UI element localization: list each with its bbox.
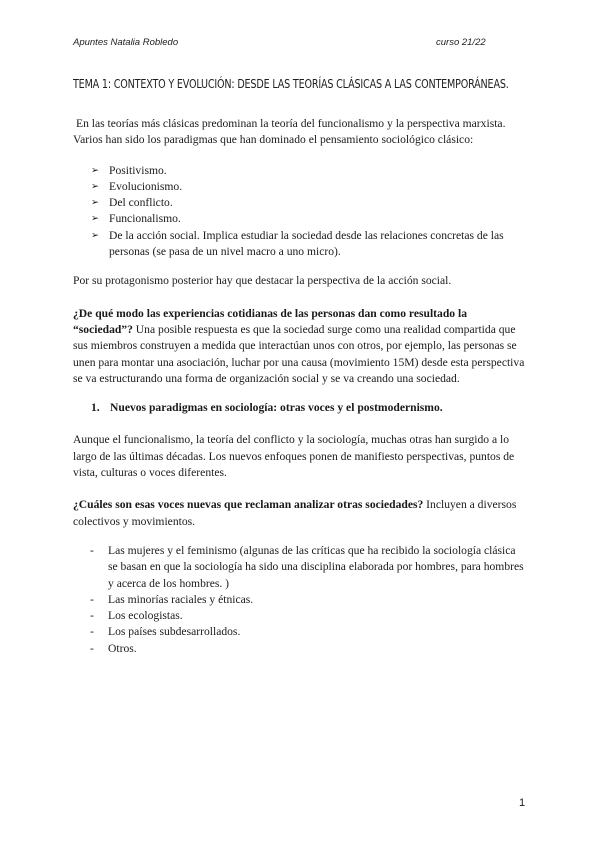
dash-bullet: - [90,592,94,606]
question-2-bold: ¿Cuáles son esas voces nuevas que reclaman analizar otras sociedades? [73,498,424,512]
arrow-bullet-icon: ➢ [91,180,99,192]
header-author: Apuntes Natalia Robledo [73,37,179,48]
list-item: - Otros. [90,641,528,657]
list-item: ➢ Evolucionismo. [91,179,528,195]
list-item: - Las minorías raciales y étnicas. [90,592,528,608]
section-heading [73,400,528,416]
question-1-bold: ¿De qué modo las experiencias cotidianas de las personas dan como resultado la “sociedad”? [73,306,467,336]
list-item: ➢ Positivismo. [91,163,528,179]
section-paragraph: Aunque el funcionalismo, la teoría del conflicto y la sociología, muchas otras han surgido a lo largo de las últimas décadas. Los nuevos enfoques ponen de manifiesto perspectivas, puntos de vista, culturas o voces diferentes. [73,433,515,480]
question-paragraph-2 [73,497,528,530]
page-title: TEMA 1: CONTEXTO Y EVOLUCIÓN: DESDE LAS TEORÍAS CLÁSICAS A LAS CONTEMPORÁNEAS. [73,76,509,91]
arrow-bullet-icon: ➢ [91,197,99,209]
list-item: - Los países subdesarrollados. [90,624,528,640]
protagonism-paragraph: Por su protagonismo posterior hay que destacar la perspectiva de la acción social. [73,274,452,288]
paradigms-list [91,163,528,261]
page-number: 1 [519,797,526,809]
dash-bullet: - [90,609,94,623]
list-item: ➢ De la acción social. Implica estudiar la sociedad desde las relaciones concretas de las personas (se pasa de un nivel macro a uno micro). [91,228,504,259]
list-item: - Los ecologistas. [90,608,528,624]
list-item: ➢ Del conflicto. [91,195,528,211]
question-1-text: Una posible respuesta es que la sociedad surge como una realidad compartida que sus miembros construyen a medida que interactúan unos con otros, por ejemplo, las personas se unen para montar una asociación, luchar por una causa (movimiento 15M) desde esta perspectiva se va estructurando una forma de organización social y se va creando una sociedad. [73,322,525,385]
intro-paragraph: En las teorías más clásicas predominan la teoría del funcionalismo y la perspectiva marxista. Varios han sido los paradigmas que han dominado el pensamiento sociológico clásico: [73,117,506,147]
arrow-bullet-icon: ➢ [91,164,99,176]
dash-bullet: - [90,543,94,557]
dash-bullet: - [90,641,94,655]
list-item: ➢ Funcionalismo. [91,211,528,227]
section-title: Nuevos paradigmas en sociología: otras voces y el postmodernismo. [110,401,443,415]
question-2-text: Incluyen a diversos colectivos y movimientos. [73,498,517,528]
voices-list [90,543,528,657]
section-number: 1. [91,401,100,415]
question-paragraph-1 [73,306,528,387]
header-course: curso 21/22 [436,37,486,48]
arrow-bullet-icon: ➢ [91,229,99,241]
dash-bullet: - [90,625,94,639]
document-body [73,116,528,657]
arrow-bullet-icon: ➢ [91,213,99,225]
list-item: - Las mujeres y el feminismo (algunas de las críticas que ha recibido la sociología clásica se basan en que la sociología ha sido una disciplina elaborada por hombres, para hombres y acerca de los hombres. ) [90,543,524,590]
